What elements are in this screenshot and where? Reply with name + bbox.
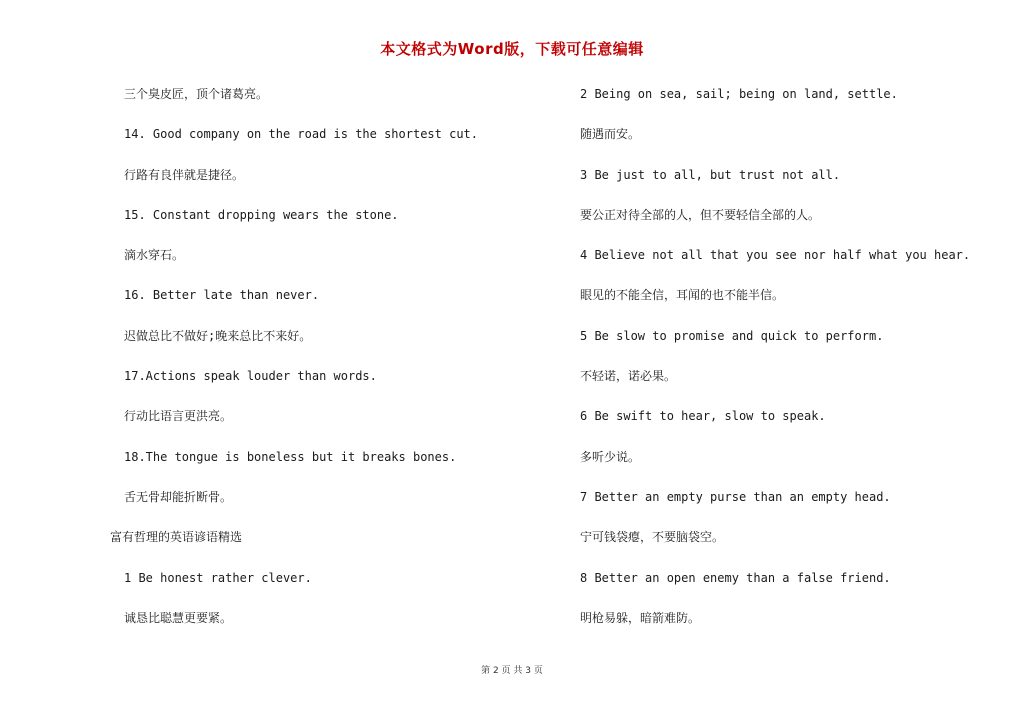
text-line: 随遇而安。 <box>580 127 641 142</box>
text-line: 4 Believe not all that you see nor half what you hear. <box>580 248 971 263</box>
text-line: 6 Be swift to hear, slow to speak. <box>580 409 826 424</box>
text-line: 16. Better late than never. <box>124 288 320 303</box>
text-line: 7 Better an empty purse than an empty head. <box>580 489 891 504</box>
text-line: 三个臭皮匠，顶个诸葛亮。 <box>124 87 269 101</box>
text-line: 2 Being on sea, sail; being on land, settle. <box>580 87 898 101</box>
left-column <box>110 80 550 644</box>
text-line: 滴水穿石。 <box>124 248 185 263</box>
text-line: 15. Constant dropping wears the stone. <box>124 207 399 222</box>
text-line: 眼见的不能全信，耳闻的也不能半信。 <box>580 288 785 303</box>
text-line: 17.Actions speak louder than words. <box>124 369 377 384</box>
text-line: 14. Good company on the road is the shortest cut. <box>124 127 479 142</box>
text-line: 明枪易躲，暗箭难防。 <box>580 610 701 625</box>
text-line: 5 Be slow to promise and quick to perform. <box>580 328 884 343</box>
text-line: 8 Better an open enemy than a false friend. <box>580 570 891 585</box>
right-column <box>580 80 1000 644</box>
text-line: 要公正对待全部的人，但不要轻信全部的人。 <box>580 207 821 222</box>
text-line: 行动比语言更洪亮。 <box>124 409 233 424</box>
text-line: 18.The tongue is boneless but it breaks bones. <box>124 449 457 464</box>
text-line: 不轻诺，诺必果。 <box>580 369 677 384</box>
text-line: 3 Be just to all, but trust not all. <box>580 167 841 182</box>
text-line: 1 Be honest rather clever. <box>124 570 312 585</box>
text-line: 舌无骨却能折断骨。 <box>124 489 233 504</box>
text-line: 迟做总比不做好;晚来总比不来好。 <box>124 328 312 343</box>
text-line: 富有哲理的英语谚语精选 <box>110 530 243 545</box>
document-banner: 本文格式为Word版，下载可任意编辑 <box>380 40 644 58</box>
text-line: 宁可钱袋瘪，不要脑袋空。 <box>580 530 725 545</box>
text-line: 多听少说。 <box>580 449 641 464</box>
page-number-footer: 第 2 页 共 3 页 <box>481 666 543 676</box>
text-line: 行路有良伴就是捷径。 <box>124 167 245 182</box>
text-line: 诚恳比聪慧更要紧。 <box>124 610 233 625</box>
